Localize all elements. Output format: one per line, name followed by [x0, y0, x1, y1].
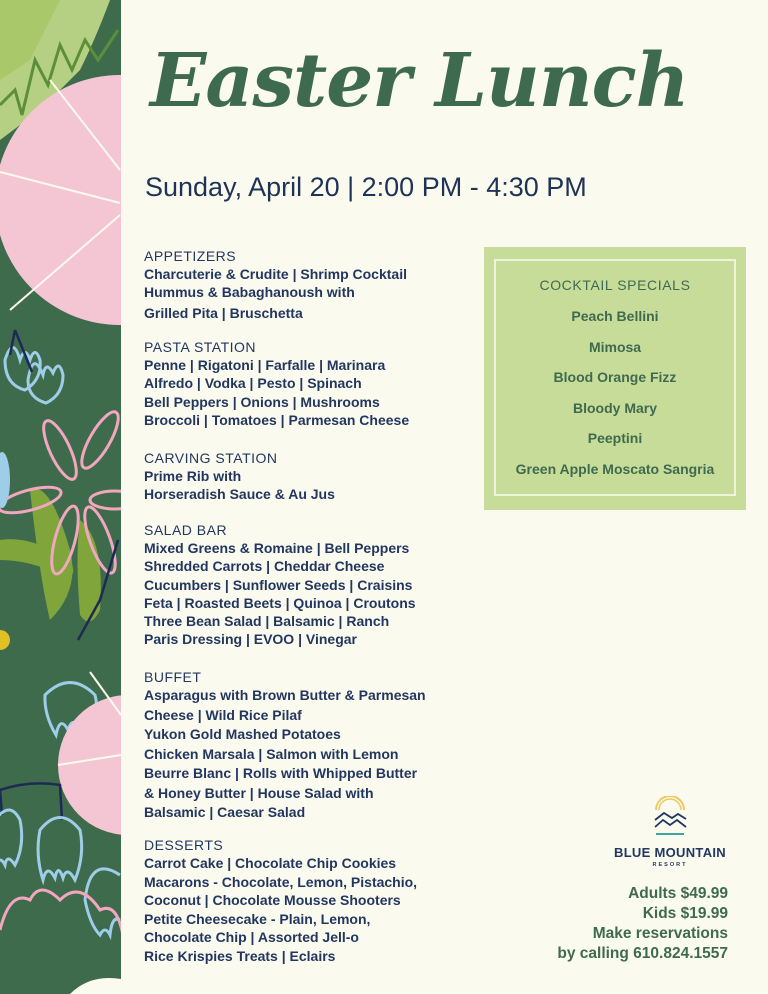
- menu-item: Grilled Pita | Bruschetta: [144, 304, 303, 321]
- menu-item: Penne | Rigatoni | Farfalle | Marinara: [144, 357, 386, 373]
- cocktail-item: Mimosa: [588, 338, 642, 355]
- menu-item: Chocolate Chip | Assorted Jell-o: [144, 929, 359, 946]
- menu-item: Petite Cheesecake - Plain, Lemon,: [144, 910, 371, 927]
- menu-item: Rice Krispies Treats | Eclairs: [144, 947, 336, 964]
- logo-subtitle: RESORT: [652, 862, 688, 868]
- section-title: BUFFET: [144, 669, 202, 685]
- section-title: APPETIZERS: [144, 248, 237, 264]
- section-title: CARVING STATION: [144, 450, 278, 466]
- section-appetizers: [144, 247, 407, 322]
- menu-item: Alfredo | Vodka | Pesto | Spinach: [144, 375, 362, 392]
- menu-item: Carrot Cake | Chocolate Chip Cookies: [144, 855, 397, 871]
- menu-item: Hummus & Babaghanoush with: [144, 284, 355, 301]
- menu-item: Cheese | Wild Rice Pilaf: [144, 706, 302, 723]
- mountain-sun-icon: [648, 796, 692, 838]
- menu-item: Balsamic | Caesar Salad: [144, 804, 306, 820]
- menu-item: Asparagus with Brown Butter & Parmesan: [144, 687, 426, 703]
- cocktail-item: Bloody Mary: [572, 399, 657, 416]
- cocktail-item: Peeptini: [587, 430, 643, 446]
- cocktail-specials-title: COCKTAIL SPECIALS: [539, 277, 691, 293]
- menu-item: Macarons - Chocolate, Lemon, Pistachio,: [144, 873, 418, 890]
- floral-illustration: [0, 0, 121, 994]
- section-buffet: [144, 668, 426, 823]
- section-salad-bar: [144, 521, 416, 649]
- menu-item: Bell Peppers | Onions | Mushrooms: [144, 393, 380, 410]
- cocktail-item: Blood Orange Fizz: [553, 369, 677, 385]
- menu-item: Coconut | Chocolate Mousse Shooters: [144, 892, 401, 909]
- menu-item: Prime Rib with: [144, 468, 242, 484]
- menu-item: Broccoli | Tomatoes | Parmesan Cheese: [144, 411, 410, 428]
- cocktail-specials-frame: [494, 259, 736, 496]
- menu-item: Three Bean Salad | Balsamic | Ranch: [144, 613, 390, 630]
- menu-item: & Honey Butter | House Salad with: [144, 784, 374, 801]
- event-date-time: Sunday, April 20 | 2:00 PM - 4:30 PM: [145, 172, 587, 202]
- adult-price: Adults $49.99: [628, 885, 728, 902]
- logo-name: BLUE MOUNTAIN: [614, 845, 726, 860]
- menu-item: Cucumbers | Sunflower Seeds | Craisins: [144, 576, 413, 593]
- cocktail-item: Peach Bellini: [571, 308, 659, 324]
- section-title: PASTA STATION: [144, 339, 257, 355]
- kids-price: Kids $19.99: [642, 905, 728, 922]
- section-carving-station: [144, 449, 335, 504]
- menu-item: Beurre Blanc | Rolls with Whipped Butter: [144, 765, 418, 781]
- menu-item: Horseradish Sauce & Au Jus: [144, 486, 335, 503]
- menu-item: Feta | Roasted Beets | Quinoa | Croutons: [144, 594, 416, 611]
- page-title: Easter Lunch: [150, 38, 689, 124]
- menu-item: Chicken Marsala | Salmon with Lemon: [144, 745, 399, 762]
- blue-mountain-logo: [606, 796, 734, 868]
- cocktail-list: [496, 301, 734, 484]
- cocktail-specials-box: [484, 247, 746, 510]
- section-title: SALAD BAR: [144, 522, 228, 538]
- reservation-text: Make reservations: [592, 925, 728, 942]
- menu-item: Paris Dressing | EVOO | Vinegar: [144, 631, 357, 648]
- section-desserts: [144, 836, 417, 966]
- menu-item: Yukon Gold Mashed Potatoes: [144, 726, 341, 742]
- menu-item: Mixed Greens & Romaine | Bell Peppers: [144, 540, 410, 556]
- reservation-phone: by calling 610.824.1557: [557, 945, 728, 962]
- section-title: DESSERTS: [144, 837, 224, 853]
- cocktail-item: Green Apple Moscato Sangria: [515, 460, 715, 477]
- menu-item: Shredded Carrots | Cheddar Cheese: [144, 558, 385, 575]
- menu-item: Charcuterie & Crudite | Shrimp Cocktail: [144, 266, 407, 282]
- pricing-info: [557, 884, 728, 964]
- section-pasta-station: [144, 338, 409, 429]
